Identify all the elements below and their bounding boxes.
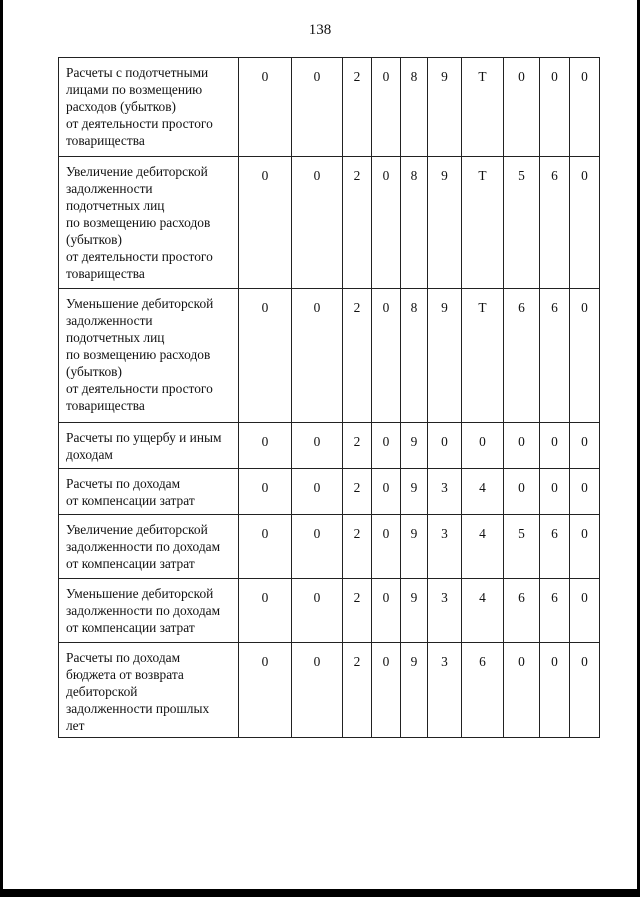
account-code-digit-cell: 0	[372, 58, 401, 157]
account-code-digit-cell: 0	[372, 469, 401, 515]
account-code-digit-cell: 0	[372, 423, 401, 469]
account-name-cell: Уменьшение дебиторской задолженности по доходам от компенсации затрат	[59, 579, 239, 643]
account-code-digit-cell: 8	[401, 289, 428, 423]
account-code-digit-cell: 0	[239, 157, 292, 289]
account-code-digit-cell: 2	[343, 643, 372, 738]
account-name-cell: Увеличение дебиторской задолженности подотчетных лиц по возмещению расходов (убытков) от деятельности простого товарищества	[59, 157, 239, 289]
account-code-digit-cell: 0	[372, 289, 401, 423]
account-code-digit-cell: 0	[292, 469, 343, 515]
account-code-digit-cell: Т	[462, 289, 504, 423]
account-code-digit-cell: 9	[428, 157, 462, 289]
account-name-cell: Расчеты по ущербу и иным доходам	[59, 423, 239, 469]
account-name-cell: Увеличение дебиторской задолженности по доходам от компенсации затрат	[59, 515, 239, 579]
account-code-digit-cell: 0	[570, 423, 600, 469]
account-code-digit-cell: 5	[504, 157, 540, 289]
account-code-digit-cell: 2	[343, 157, 372, 289]
page-number: 138	[308, 22, 332, 38]
account-code-digit-cell: 9	[428, 58, 462, 157]
account-code-digit-cell: 6	[540, 157, 570, 289]
accounts-table	[58, 57, 600, 738]
account-code-digit-cell: 0	[504, 469, 540, 515]
account-code-digit-cell: 9	[401, 423, 428, 469]
account-code-digit-cell: 0	[504, 643, 540, 738]
account-code-digit-cell: 0	[239, 423, 292, 469]
account-code-digit-cell: 0	[292, 289, 343, 423]
account-code-digit-cell: 0	[570, 58, 600, 157]
table-row	[59, 58, 600, 157]
table-row	[59, 579, 600, 643]
account-code-digit-cell: 4	[462, 579, 504, 643]
account-code-digit-cell: 9	[401, 515, 428, 579]
account-name-cell: Расчеты по доходам бюджета от возврата дебиторской задолженности прошлых лет	[59, 643, 239, 738]
account-code-digit-cell: 3	[428, 643, 462, 738]
account-code-digit-cell: 0	[239, 515, 292, 579]
account-code-digit-cell: 9	[428, 289, 462, 423]
account-code-digit-cell: 0	[504, 423, 540, 469]
account-code-digit-cell: 6	[462, 643, 504, 738]
account-code-digit-cell: 2	[343, 579, 372, 643]
account-code-digit-cell: 9	[401, 643, 428, 738]
account-code-digit-cell: 6	[504, 289, 540, 423]
account-code-digit-cell: 0	[239, 58, 292, 157]
account-code-digit-cell: 4	[462, 515, 504, 579]
table-row	[59, 643, 600, 738]
account-code-digit-cell: 3	[428, 579, 462, 643]
account-code-digit-cell: 0	[372, 643, 401, 738]
table-row	[59, 157, 600, 289]
account-code-digit-cell: 2	[343, 58, 372, 157]
account-code-digit-cell: 0	[372, 157, 401, 289]
account-code-digit-cell: 3	[428, 515, 462, 579]
account-code-digit-cell: 0	[239, 579, 292, 643]
account-code-digit-cell: 2	[343, 289, 372, 423]
account-name-cell: Расчеты с подотчетными лицами по возмещению расходов (убытков) от деятельности простого товарищества	[59, 58, 239, 157]
account-code-digit-cell: 9	[401, 579, 428, 643]
account-code-digit-cell: 8	[401, 157, 428, 289]
account-code-digit-cell: 0	[292, 515, 343, 579]
table-row	[59, 289, 600, 423]
account-code-digit-cell: 0	[292, 58, 343, 157]
account-code-digit-cell: 0	[292, 157, 343, 289]
account-code-digit-cell: 0	[239, 469, 292, 515]
account-code-digit-cell: 0	[428, 423, 462, 469]
account-code-digit-cell: 0	[570, 643, 600, 738]
account-code-digit-cell: 0	[570, 579, 600, 643]
account-code-digit-cell: 0	[372, 515, 401, 579]
account-code-digit-cell: 6	[540, 579, 570, 643]
account-name-cell: Уменьшение дебиторской задолженности подотчетных лиц по возмещению расходов (убытков) от деятельности простого товарищества	[59, 289, 239, 423]
account-code-digit-cell: 0	[292, 643, 343, 738]
account-code-digit-cell: 6	[504, 579, 540, 643]
account-code-digit-cell: 0	[570, 157, 600, 289]
account-code-digit-cell: 6	[540, 515, 570, 579]
accounts-table-body	[59, 58, 600, 738]
account-code-digit-cell: 0	[292, 423, 343, 469]
scan-edge	[0, 889, 640, 897]
account-code-digit-cell: 0	[504, 58, 540, 157]
account-code-digit-cell: 5	[504, 515, 540, 579]
account-code-digit-cell: 0	[372, 579, 401, 643]
table-row	[59, 515, 600, 579]
account-code-digit-cell: 0	[540, 469, 570, 515]
account-code-digit-cell: 0	[239, 643, 292, 738]
account-code-digit-cell: 0	[462, 423, 504, 469]
table-row	[59, 469, 600, 515]
account-code-digit-cell: 8	[401, 58, 428, 157]
account-code-digit-cell: Т	[462, 157, 504, 289]
account-code-digit-cell: 2	[343, 469, 372, 515]
account-name-cell: Расчеты по доходам от компенсации затрат	[59, 469, 239, 515]
account-code-digit-cell: 0	[570, 515, 600, 579]
account-code-digit-cell: 0	[540, 58, 570, 157]
account-code-digit-cell: 0	[540, 643, 570, 738]
account-code-digit-cell: Т	[462, 58, 504, 157]
account-code-digit-cell: 0	[239, 289, 292, 423]
account-code-digit-cell: 0	[292, 579, 343, 643]
account-code-digit-cell: 0	[570, 289, 600, 423]
account-code-digit-cell: 2	[343, 423, 372, 469]
account-code-digit-cell: 2	[343, 515, 372, 579]
account-code-digit-cell: 4	[462, 469, 504, 515]
account-code-digit-cell: 9	[401, 469, 428, 515]
table-row	[59, 423, 600, 469]
account-code-digit-cell: 0	[570, 469, 600, 515]
account-code-digit-cell: 0	[540, 423, 570, 469]
account-code-digit-cell: 6	[540, 289, 570, 423]
account-code-digit-cell: 3	[428, 469, 462, 515]
